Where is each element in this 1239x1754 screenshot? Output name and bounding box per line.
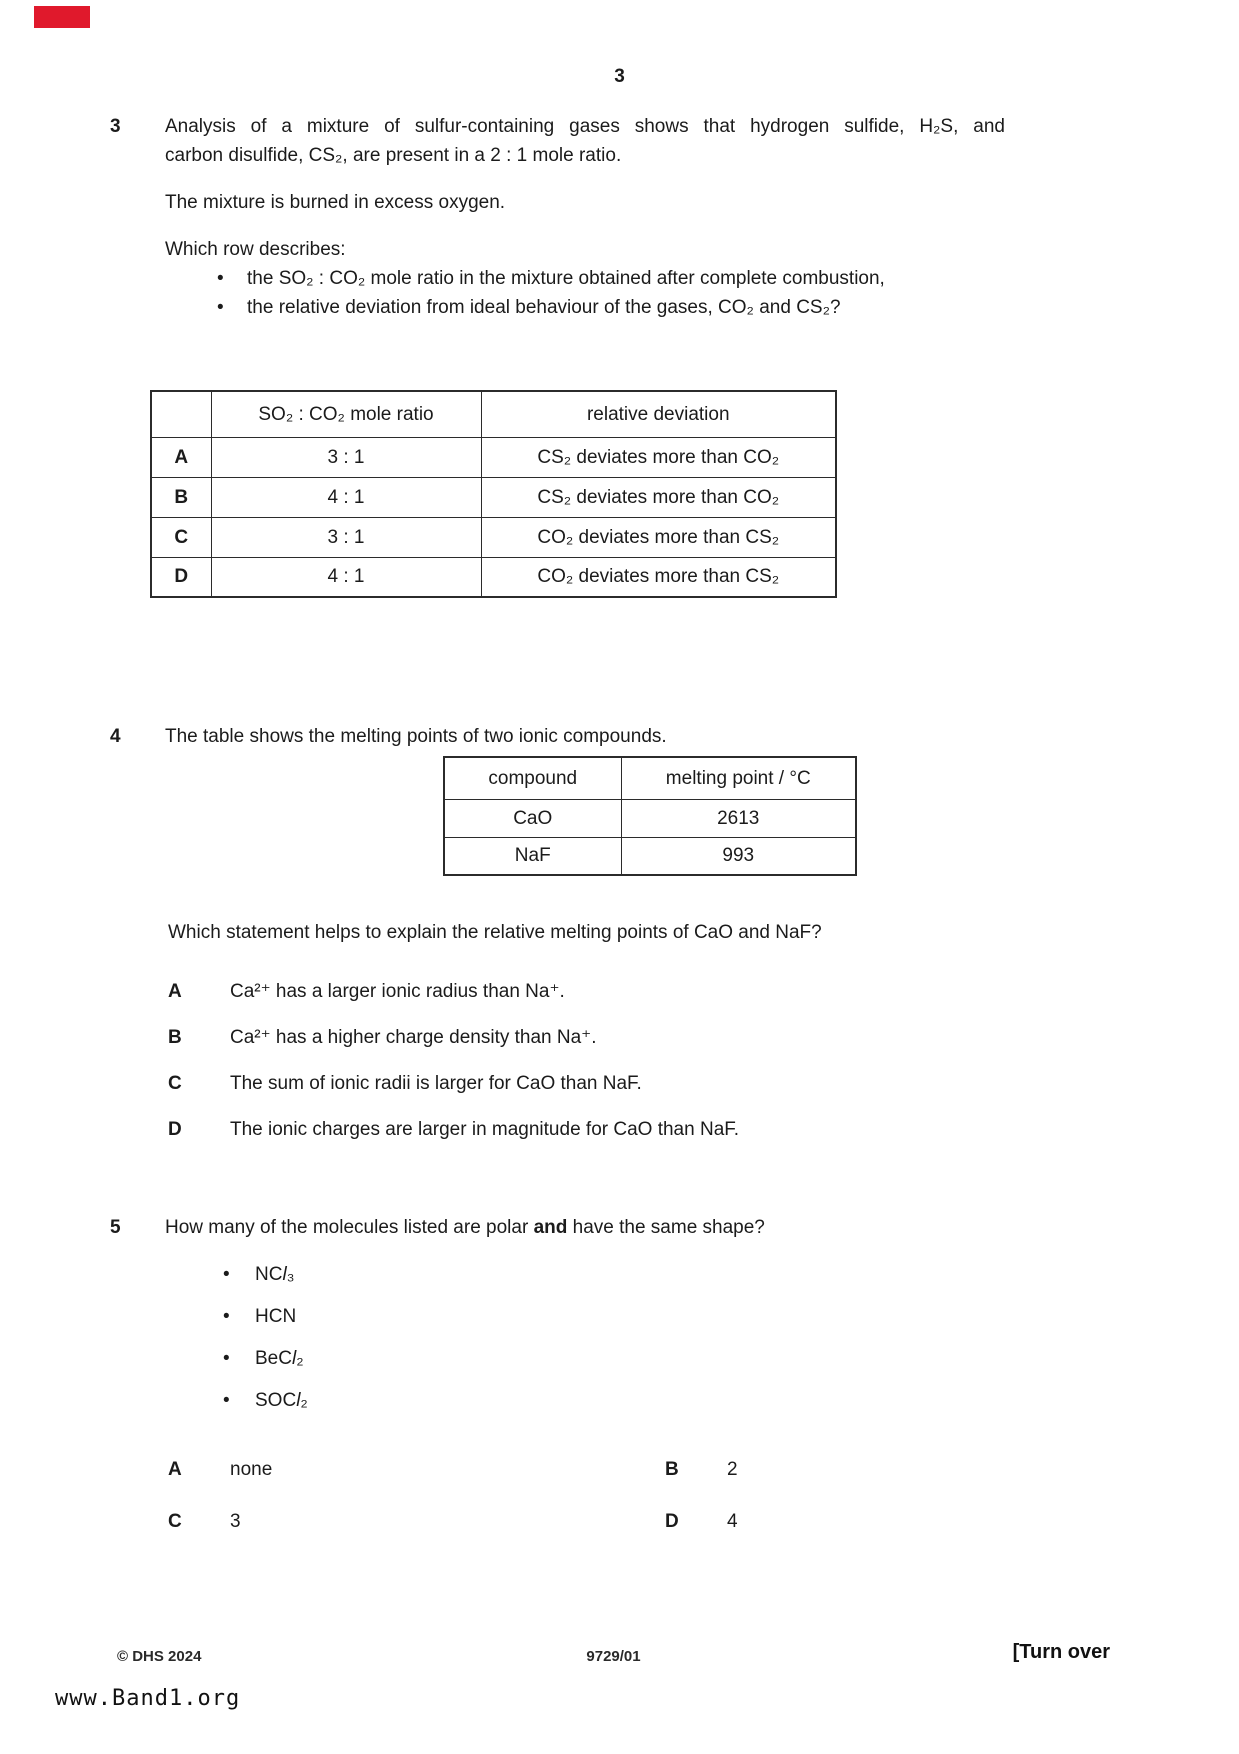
option-letter: B xyxy=(665,1459,679,1480)
deviation-cell: CS₂ deviates more than CO₂ xyxy=(481,437,836,477)
option-text: 2 xyxy=(727,1459,738,1480)
question-4-question: Which statement helps to explain the relative melting points of CaO and NaF? xyxy=(168,922,822,943)
answer-option xyxy=(168,977,1068,1006)
question-3-intro-line1: Analysis of a mixture of sulfur-containing gases shows that hydrogen sulfide, H₂S, and xyxy=(165,116,1005,137)
question-3-body xyxy=(165,112,1005,322)
table-row xyxy=(151,557,836,597)
table-row xyxy=(444,837,856,875)
answer-option xyxy=(168,1023,1068,1052)
question-5-number: 5 xyxy=(110,1217,121,1238)
molecule-item xyxy=(223,1386,308,1415)
corner-cell xyxy=(151,391,211,437)
question-3-number: 3 xyxy=(110,116,121,137)
deviation-header-cell: relative deviation xyxy=(481,391,836,437)
table-row xyxy=(151,517,836,557)
answer-option xyxy=(168,1069,1068,1098)
bullet-text: the relative deviation from ideal behaviour of the gases, CO₂ and CS₂? xyxy=(247,297,841,318)
melting-point-header-cell: melting point / °C xyxy=(621,757,856,799)
question-5-text-post: have the same shape? xyxy=(567,1217,765,1238)
question-5-text-pre: How many of the molecules listed are polar xyxy=(165,1217,534,1238)
q3-answer-table xyxy=(150,390,837,598)
option-letter: D xyxy=(168,1119,182,1140)
option-letter: A xyxy=(168,981,182,1002)
question-4-options-section xyxy=(168,918,1068,1144)
melting-point-cell: 2613 xyxy=(621,799,856,837)
molecule-formula: BeCl₂ xyxy=(255,1348,304,1369)
option-letter-cell: B xyxy=(151,477,211,517)
question-4-intro: The table shows the melting points of two ionic compounds. xyxy=(165,726,667,747)
ratio-cell: 3 : 1 xyxy=(211,437,481,477)
molecule-item xyxy=(223,1302,308,1331)
option-letter-cell: D xyxy=(151,557,211,597)
option-text: 3 xyxy=(230,1511,241,1532)
option-letter-cell: A xyxy=(151,437,211,477)
bullet-icon: • xyxy=(223,1348,230,1369)
option-text: Ca²⁺ has a larger ionic radius than Na⁺. xyxy=(230,981,565,1002)
melting-point-table xyxy=(443,756,857,876)
question-5 xyxy=(110,1213,1005,1242)
molecule-item xyxy=(223,1344,308,1373)
compound-header-cell: compound xyxy=(444,757,621,799)
question-5-text-bold: and xyxy=(533,1217,568,1238)
question-5-question xyxy=(165,1213,1005,1242)
option-text: 4 xyxy=(727,1511,738,1532)
question-3-paragraph-2: The mixture is burned in excess oxygen. xyxy=(165,192,506,213)
question-3-intro-line2: carbon disulfide, CS₂, are present in a 2 : 1 mole ratio. xyxy=(165,145,622,166)
bullet-icon: • xyxy=(223,1306,230,1327)
question-3-prompt: Which row describes: xyxy=(165,239,346,260)
question-3 xyxy=(110,112,1005,322)
red-highlight-mark xyxy=(34,6,90,28)
copyright-text: © DHS 2024 xyxy=(117,1648,202,1665)
compound-cell: NaF xyxy=(444,837,621,875)
ratio-cell: 4 : 1 xyxy=(211,477,481,517)
molecule-item xyxy=(223,1260,308,1289)
molecule-list xyxy=(223,1260,308,1428)
bullet-icon: • xyxy=(223,1264,230,1285)
option-text: Ca²⁺ has a higher charge density than Na⁺. xyxy=(230,1027,597,1048)
compound-cell: CaO xyxy=(444,799,621,837)
option-text: The ionic charges are larger in magnitude for CaO than NaF. xyxy=(230,1119,740,1140)
table-header-row xyxy=(151,391,836,437)
bullet-icon: • xyxy=(217,268,224,289)
answer-option xyxy=(168,1115,1068,1144)
paper-code: 9729/01 xyxy=(586,1648,641,1665)
deviation-cell: CO₂ deviates more than CS₂ xyxy=(481,557,836,597)
question-4-number: 4 xyxy=(110,726,121,747)
option-letter: C xyxy=(168,1073,182,1094)
page-number: 3 xyxy=(614,66,625,87)
bullet-icon: • xyxy=(217,297,224,318)
molecule-formula: SOCl₂ xyxy=(255,1390,308,1411)
turn-over-label: [Turn over xyxy=(1012,1641,1110,1663)
molecule-formula: HCN xyxy=(255,1306,297,1327)
deviation-cell: CS₂ deviates more than CO₂ xyxy=(481,477,836,517)
table-header-row xyxy=(444,757,856,799)
table-row xyxy=(444,799,856,837)
option-letter: C xyxy=(168,1511,182,1532)
option-letter-cell: C xyxy=(151,517,211,557)
option-letter: D xyxy=(665,1511,679,1532)
question-4 xyxy=(110,722,1005,751)
option-letter: B xyxy=(168,1027,182,1048)
bullet-icon: • xyxy=(223,1390,230,1411)
option-text: The sum of ionic radii is larger for CaO than NaF. xyxy=(230,1073,642,1094)
watermark-url: www.Band1.org xyxy=(55,1686,241,1711)
option-text: none xyxy=(230,1459,273,1480)
table-row xyxy=(151,477,836,517)
melting-point-cell: 993 xyxy=(621,837,856,875)
ratio-cell: 4 : 1 xyxy=(211,557,481,597)
bullet-item xyxy=(217,264,1005,293)
option-letter: A xyxy=(168,1459,182,1480)
molecule-formula: NCl₃ xyxy=(255,1264,295,1285)
bullet-text: the SO₂ : CO₂ mole ratio in the mixture obtained after complete combustion, xyxy=(247,268,885,289)
bullet-item xyxy=(217,293,1005,322)
ratio-cell: 3 : 1 xyxy=(211,517,481,557)
question-5-options-grid xyxy=(168,1455,738,1536)
table-row xyxy=(151,437,836,477)
question-3-bullet-list xyxy=(165,264,1005,322)
ratio-header-cell: SO₂ : CO₂ mole ratio xyxy=(211,391,481,437)
deviation-cell: CO₂ deviates more than CS₂ xyxy=(481,517,836,557)
page-footer xyxy=(117,1638,1110,1670)
